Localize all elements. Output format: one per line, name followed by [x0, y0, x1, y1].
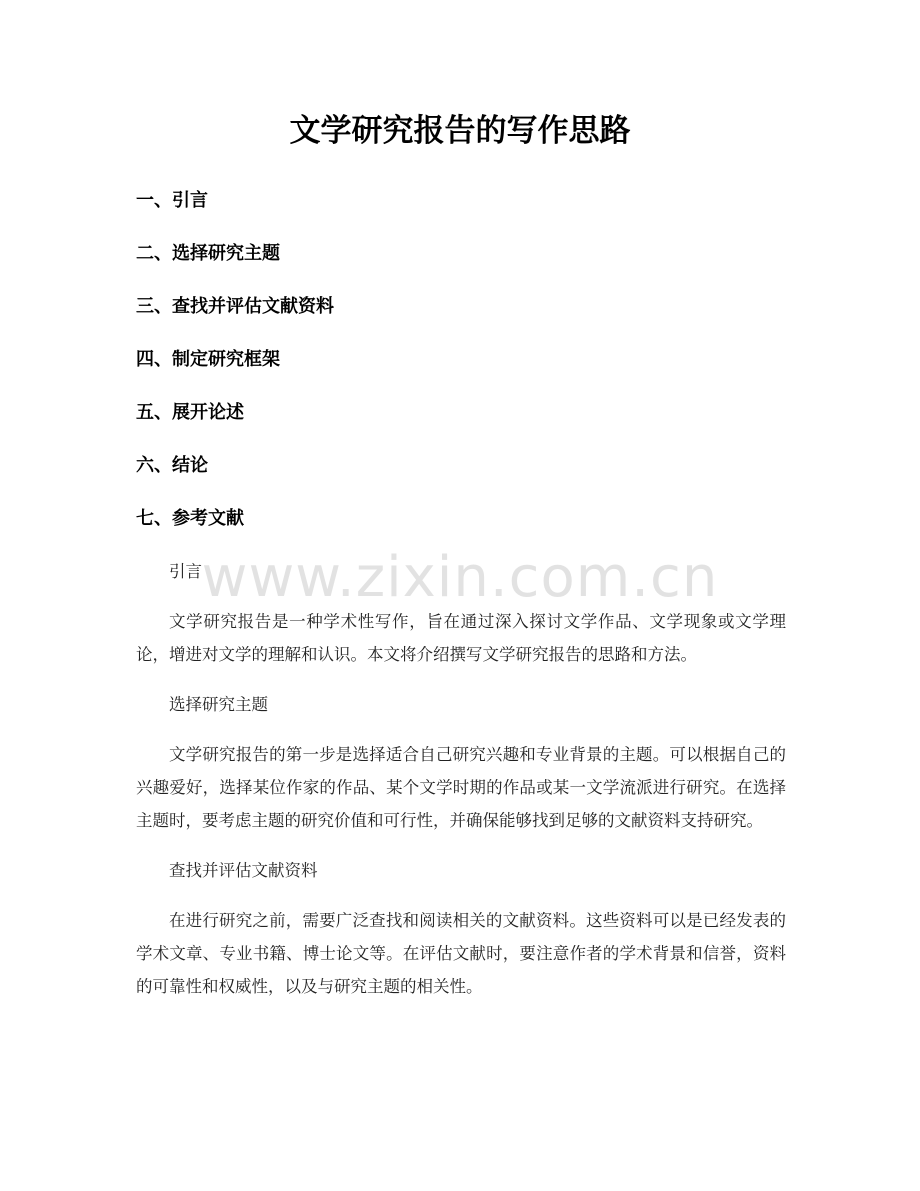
toc-item-introduction: 一、引言	[136, 190, 208, 211]
toc-item-framework: 四、制定研究框架	[136, 349, 280, 370]
section-paragraph-literature: 在进行研究之前，需要广泛查找和阅读相关的文献资料。这些资料可以是已经发表的学术文章、专业书籍、博士论文等。在评估文献时，要注意作者的学术背景和信誉，资料的可靠性和权威性，以及与研究主题的相关性。	[136, 911, 786, 996]
section-paragraph-introduction: 文学研究报告是一种学术性写作，旨在通过深入探讨文学作品、文学现象或文学理论，增进对文学的理解和认识。本文将介绍撰写文学研究报告的思路和方法。	[136, 612, 786, 664]
toc-item-references: 七、参考文献	[136, 508, 244, 529]
toc-item-conclusion: 六、结论	[136, 455, 208, 476]
page-title: 文学研究报告的写作思路	[289, 113, 631, 149]
section-heading-topic: 选择研究主题	[169, 695, 268, 714]
toc-item-literature: 三、查找并评估文献资料	[136, 296, 334, 317]
toc-item-topic: 二、选择研究主题	[136, 243, 280, 264]
section-heading-literature: 查找并评估文献资料	[169, 861, 318, 880]
document-body	[136, 555, 786, 1020]
watermark-text: www.zixin.com.cn	[201, 545, 719, 610]
toc-item-discussion: 五、展开论述	[136, 402, 244, 423]
table-of-contents	[136, 188, 334, 559]
section-paragraph-topic: 文学研究报告的第一步是选择适合自己研究兴趣和专业背景的主题。可以根据自己的兴趣爱好，选择某位作家的作品、某个文学时期的作品或某一文学流派进行研究。在选择主题时，要考虑主题的研究价值和可行性，并确保能够找到足够的文献资料支持研究。	[136, 745, 786, 830]
section-heading-introduction: 引言	[169, 562, 202, 581]
